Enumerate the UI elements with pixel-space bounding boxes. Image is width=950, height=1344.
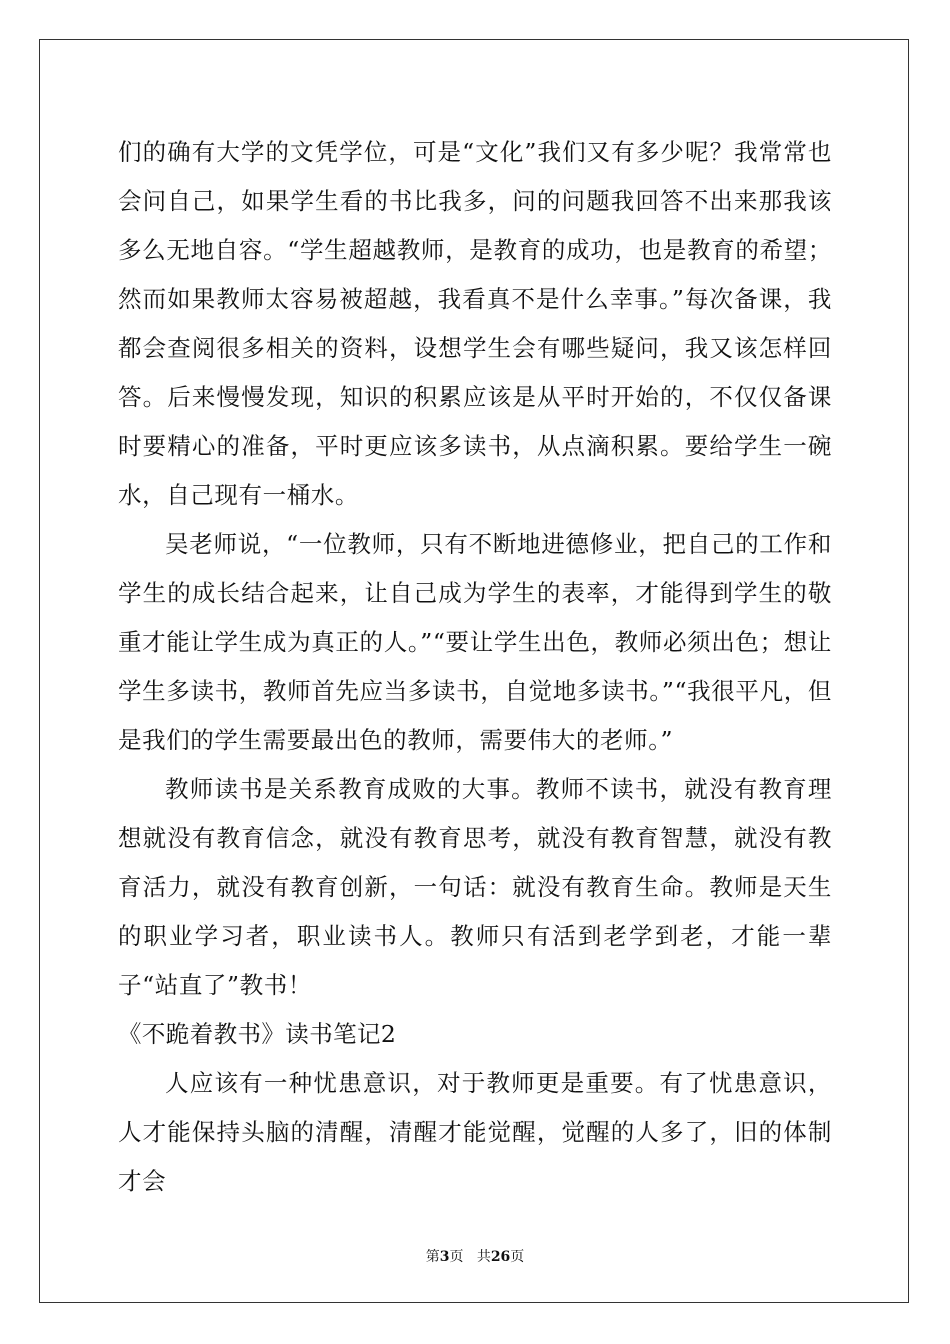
section-heading: 《不跪着教书》读书笔记2 (118, 1020, 397, 1048)
total-suffix: 页 (510, 1249, 525, 1265)
page-footer (0, 1246, 950, 1266)
page-suffix: 页 (449, 1249, 464, 1265)
document-body (118, 128, 832, 1206)
paragraph-awareness: 人应该有一种忧患意识，对于教师更是重要。有了忧患意识，人才能保持头脑的清醒，清醒才能觉醒，觉醒的人多了，旧的体制才会 (118, 1069, 832, 1195)
paragraph-continued: 们的确有大学的文凭学位，可是“文化”我们又有多少呢？我常常也会问自己，如果学生看的书比我多，问的问题我回答不出来那我该多么无地自容。“学生超越教师，是教育的成功，也是教育的希望；然而如果教师太容易被超越，我看真不是什么幸事。”每次备课，我都会查阅很多相关的资料，设想学生会有哪些疑问，我又该怎样回答。后来慢慢发现，知识的积累应该是从平时开始的，不仅仅备课时要精心的准备，平时更应该多读书，从点滴积累。要给学生一碗水，自己现有一桶水。 (118, 138, 832, 509)
total-pages: 26 (490, 1249, 511, 1265)
page-number: 3 (439, 1249, 450, 1265)
paragraph-teacher-reading: 教师读书是关系教育成败的大事。教师不读书，就没有教育理想就没有教育信念，就没有教育思考，就没有教育智慧，就没有教育活力，就没有教育创新，一句话：就没有教育生命。教师是天生的职业学习者，职业读书人。教师只有活到老学到老，才能一辈子“站直了”教书！ (118, 775, 832, 999)
paragraph-quote-wu: 吴老师说，“一位教师，只有不断地进德修业，把自己的工作和学生的成长结合起来，让自己成为学生的表率，才能得到学生的敬重才能让学生成为真正的人。”“要让学生出色，教师必须出色；想让学生多读书，教师首先应当多读书，自觉地多读书。”“我很平凡，但是我们的学生需要最出色的教师，需要伟大的老师。” (118, 530, 832, 754)
page-prefix: 第 (425, 1249, 440, 1265)
total-prefix: 共 (476, 1249, 491, 1265)
